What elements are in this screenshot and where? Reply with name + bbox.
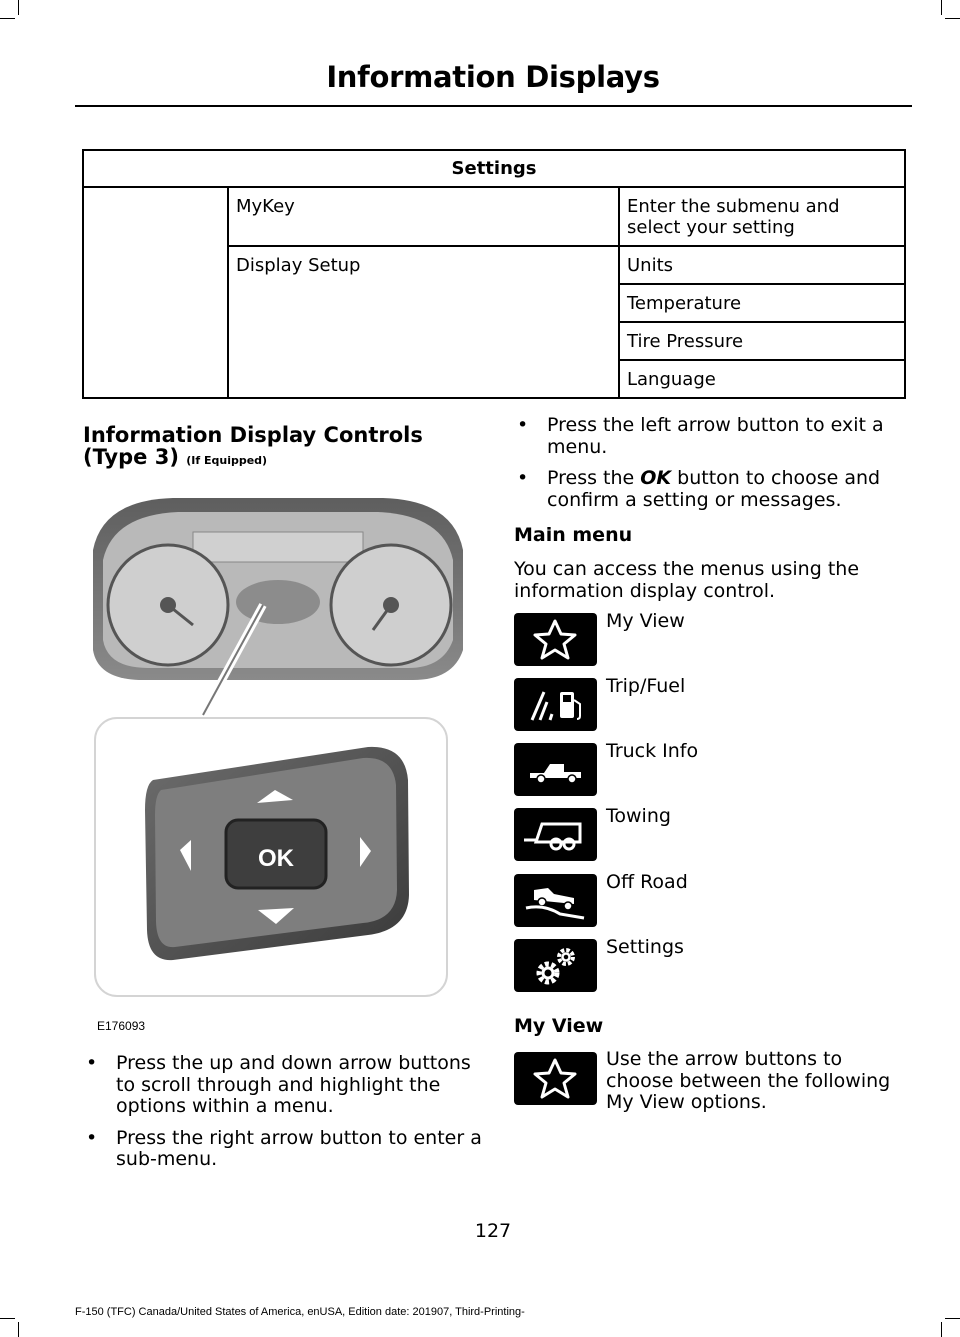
trailer-icon [514,808,597,861]
crop-mark [0,1318,15,1319]
list-item: • Press the up and down arrow buttons to scroll through and highlight the options within a menu. [86,1052,471,1117]
crop-mark [18,1322,19,1337]
table-cell: Temperature [619,284,905,322]
table-heading: Settings [83,150,905,187]
bullet-text: Press the right arrow button to enter a sub-menu. [116,1126,482,1170]
table-cell: Units [619,246,905,284]
main-menu-heading: Main menu [514,524,633,546]
crop-mark [941,1322,942,1337]
cluster-illustration [83,490,473,1038]
settings-table [82,149,906,399]
bullet-text: Press the left arrow button to exit a menu. [547,414,884,458]
list-item: • Press the left arrow button to exit a menu. [517,414,884,458]
table-cell-empty [83,187,228,398]
menu-item-label: Off Road [606,871,688,893]
page-title: Information Displays [326,60,660,94]
menu-item-label: Trip/Fuel [606,675,686,697]
my-view-row [514,1048,914,1113]
list-item: • Press the OK button to choose and confirm a setting or messages. [517,467,881,511]
ok-label: OK [258,845,294,872]
figure-code: E176093 [97,1019,146,1033]
star-icon [514,613,597,666]
table-cell: Enter the submenu and select your setting [619,187,905,246]
truck-icon [514,743,597,796]
footer-text: F-150 (TFC) Canada/United States of America, enUSA, Edition date: 201907, Third-Printing- [75,1306,525,1318]
page-number: 127 [474,1220,512,1242]
menu-item-trip-fuel [514,675,914,734]
table-cell: MyKey [228,187,619,246]
bullet-text-post: button to choose and confirm a setting or messages. [547,467,881,511]
section-title-line2: (Type 3) [83,445,179,469]
crop-mark [0,18,15,19]
right-bullet-list [514,415,914,521]
if-equipped-note: (If Equipped) [186,454,268,467]
cluster-figure [83,490,473,1038]
crop-mark [945,18,960,19]
menu-item-label: Settings [606,936,684,958]
left-bullet-list [83,1053,483,1181]
list-item: • Press the right arrow button to enter a sub-menu. [86,1126,482,1170]
bullet-text: Press the up and down arrow buttons to scroll through and highlight the options within a menu. [116,1052,471,1117]
menu-item-towing [514,805,914,864]
table-row [83,187,905,246]
section-title-line1: Information Display Controls [83,423,423,447]
table-cell: Language [619,360,905,398]
menu-item-settings [514,936,914,995]
menu-item-my-view [514,610,914,669]
header-rule [75,105,912,107]
menu-item-truck-info [514,740,914,799]
gears-icon [514,939,597,992]
menu-item-label: Towing [606,805,671,827]
menu-item-label: Truck Info [606,740,699,762]
menu-item-label: My View [606,610,685,632]
crop-mark [945,1318,960,1319]
star-icon [514,1052,597,1105]
table-cell: Tire Pressure [619,322,905,360]
ok-emphasis: OK [640,467,672,489]
section-title [83,424,423,472]
trip-fuel-icon [514,678,597,731]
bullet-text-pre: Press the [547,467,641,489]
main-menu-intro: You can access the menus using the information display control. [514,558,860,602]
table-cell: Display Setup [228,246,619,398]
off-road-icon [514,874,597,927]
crop-mark [941,0,942,15]
crop-mark [18,0,19,15]
menu-item-off-road [514,871,914,930]
my-view-text: Use the arrow buttons to choose between the following My View options. [606,1048,891,1113]
my-view-heading: My View [514,1015,604,1037]
